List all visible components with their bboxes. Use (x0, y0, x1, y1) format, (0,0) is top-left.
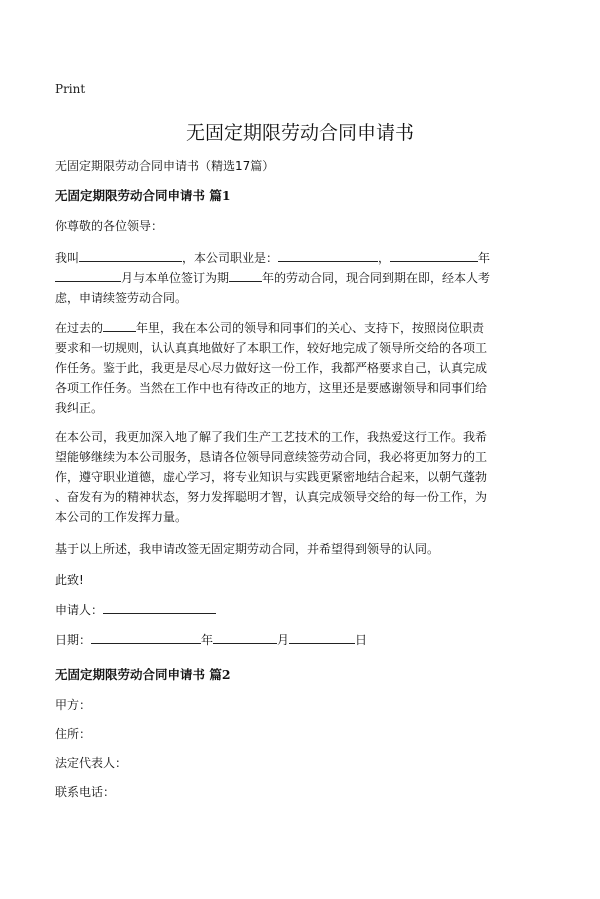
text-fragment: 年 (201, 633, 214, 647)
date-line (55, 630, 367, 650)
document-title: 无固定期限劳动合同申请书 (185, 122, 414, 144)
para2-line-3: 作任务。鉴于此，我更是尽心尽力做好这一份工作，我都严格要求自己，认真完成 (55, 361, 488, 375)
para2-line-5: 我纠正。 (55, 401, 104, 415)
salutation: 你尊敬的各位领导： (55, 219, 164, 233)
term-blank[interactable] (229, 268, 262, 282)
date-month-blank[interactable] (213, 630, 277, 644)
closing: 此致! (55, 573, 84, 587)
text-fragment: 日 (355, 633, 368, 647)
text-fragment: 年的劳动合同，现合同到期在即，经本人考 (262, 271, 491, 285)
legal-rep-label: 法定代表人： (55, 756, 128, 770)
para3-line-5: 本公司的工作发挥力量。 (55, 510, 188, 524)
text-fragment: 月与本单位签订为期 (121, 271, 230, 285)
para2-line-4: 各项工作任务。当然在工作中也有待改正的地方，这里还是要感谢领导和同事们给 (55, 381, 488, 395)
fill-line-1 (55, 248, 490, 268)
text-fragment: 在过去的 (55, 321, 104, 335)
para3-line-1: 在本公司，我更加深入地了解了我们生产工艺技术的工作，我热爱这行工作。我希 (55, 430, 488, 444)
para4: 基于以上所述，我申请改签无固定期劳动合同，并希望得到领导的认同。 (55, 542, 440, 556)
job-blank[interactable] (278, 248, 378, 262)
year-blank[interactable] (390, 248, 478, 262)
section2-heading: 无固定期限劳动合同申请书 篇2 (55, 667, 231, 682)
applicant-line (55, 600, 216, 620)
years-blank[interactable] (103, 318, 136, 332)
text-fragment: 我叫 (55, 251, 80, 265)
text-fragment: 月 (277, 633, 290, 647)
applicant-blank[interactable] (103, 600, 216, 614)
document-subtitle: 无固定期限劳动合同申请书（精选17篇） (55, 159, 275, 173)
phone-label: 联系电话： (55, 785, 116, 799)
fill-line-2 (55, 268, 490, 288)
date-year-blank[interactable] (91, 630, 201, 644)
section1-heading: 无固定期限劳动合同申请书 篇1 (55, 188, 231, 203)
date-day-blank[interactable] (289, 630, 355, 644)
text-fragment: 年里，我在本公司的领导和同事们的关心、支持下，按照岗位职责 (136, 321, 485, 335)
para2-line-2: 要求和一切规则，认认真真地做好了本职工作，较好地完成了领导所交给的各项工 (55, 341, 488, 355)
para3-line-4: 、奋发有为的精神状态，努力发挥聪明才智，认真完成领导交给的每一份工作，为 (55, 490, 488, 504)
text-fragment: ，本公司职业是： (182, 251, 279, 265)
text-fragment: ， (378, 251, 391, 265)
para3-line-2: 望能够继续为本公司服务，恳请各位领导同意续签劳动合同，我必将更加努力的工 (55, 450, 488, 464)
party-a-label: 甲方： (55, 698, 92, 712)
para3-line-3: 作，遵守职业道德，虚心学习，将专业知识与实践更紧密地结合起来，以朝气蓬勃 (55, 470, 488, 484)
text-fragment: 年 (478, 251, 491, 265)
month-blank[interactable] (55, 268, 121, 282)
date-label: 日期： (55, 633, 92, 647)
name-blank[interactable] (79, 248, 182, 262)
address-label: 住所： (55, 727, 92, 741)
applicant-label: 申请人： (55, 603, 104, 617)
fill-line-3: 虑，申请续签劳动合同。 (55, 291, 188, 305)
para2-line-1 (55, 318, 484, 338)
print-label: Print (55, 82, 86, 96)
